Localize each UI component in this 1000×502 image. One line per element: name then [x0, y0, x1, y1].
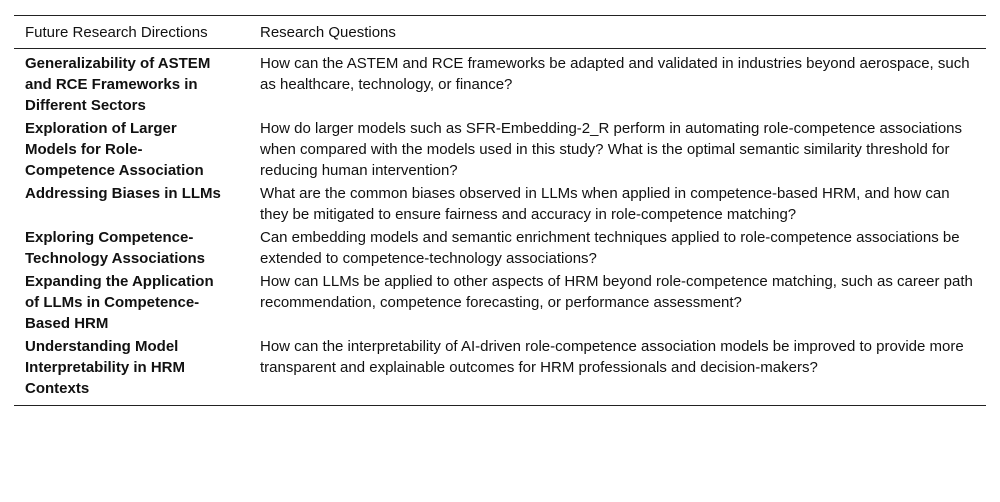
question-cell: How do larger models such as SFR-Embedding-2_R perform in automating role-competence associations when compared with the models used in this study? What is the optimal semantic similarity threshold for reducing human intervention? [260, 120, 962, 179]
question-cell: How can the ASTEM and RCE frameworks be adapted and validated in industries beyond aerospace, such as healthcare, technology, or finance? [260, 55, 970, 93]
question-cell: How can LLMs be applied to other aspects of HRM beyond role-competence matching, such as career path recommendation, competence forecasting, or performance assessment? [260, 273, 973, 311]
direction-cell: Addressing Biases in LLMs [25, 185, 221, 202]
table-body [14, 49, 986, 406]
research-directions-table-container [14, 15, 986, 406]
table-row [14, 227, 986, 271]
header-research-questions: Research Questions [260, 24, 396, 41]
question-cell: How can the interpretability of AI-driven role-competence association models be improved to provide more transparent and explainable outcomes for HRM professionals and decision-makers? [260, 338, 964, 376]
table-row [14, 183, 986, 227]
question-cell: Can embedding models and semantic enrichment techniques applied to role-competence associations be extended to competence-technology associations? [260, 229, 960, 267]
direction-cell: Exploring Competence-Technology Associations [25, 229, 206, 267]
question-cell: What are the common biases observed in LLMs when applied in competence-based HRM, and how can they be mitigated to ensure fairness and accuracy in role-competence matching? [260, 185, 950, 223]
direction-cell: Generalizability of ASTEM and RCE Frameworks in Different Sectors [25, 55, 211, 114]
direction-cell: Exploration of Larger Models for Role-Competence Association [25, 120, 204, 179]
direction-cell: Understanding Model Interpretability in HRM Contexts [25, 338, 186, 397]
header-future-research-directions: Future Research Directions [25, 24, 208, 41]
header-row [14, 16, 986, 49]
table-row [14, 336, 986, 406]
table-header [14, 16, 986, 49]
table-row [14, 271, 986, 336]
direction-cell: Expanding the Application of LLMs in Competence-Based HRM [25, 273, 214, 332]
table-row [14, 118, 986, 183]
research-directions-table [14, 15, 986, 406]
table-row [14, 49, 986, 119]
